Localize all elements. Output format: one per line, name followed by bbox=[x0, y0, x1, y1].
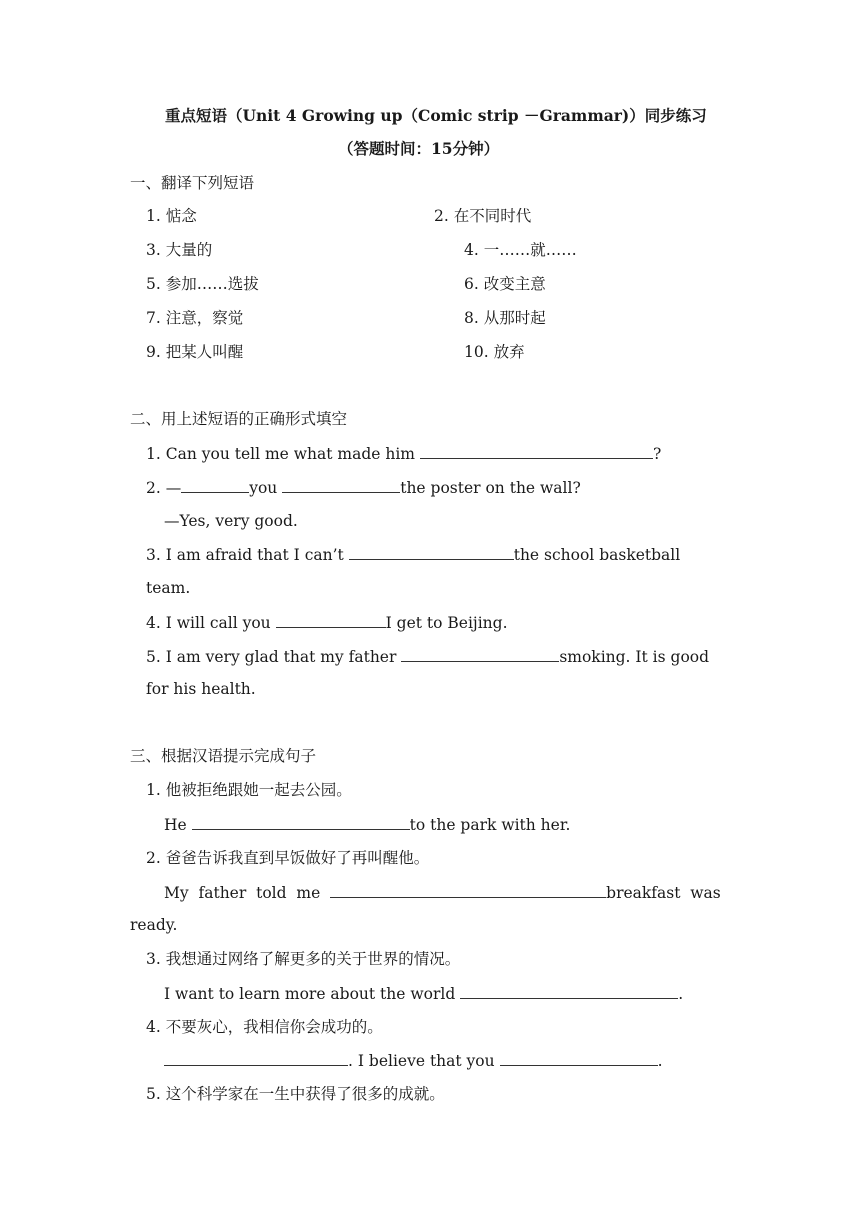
fill-question-1: 1. Can you tell me what made him ? bbox=[146, 445, 662, 463]
phrase-item: 10. 放弃 bbox=[464, 343, 525, 361]
phrase-item: 1. 惦念 bbox=[146, 207, 197, 225]
answer-blank[interactable] bbox=[276, 612, 386, 628]
section1-heading: 一、翻译下列短语 bbox=[130, 174, 255, 192]
answer-blank[interactable] bbox=[330, 882, 606, 898]
fill-question-3: 3. I am afraid that I can’t the school basketball bbox=[146, 546, 681, 564]
fill-question-5-cont: for his health. bbox=[146, 680, 256, 698]
answer-blank[interactable] bbox=[460, 983, 678, 999]
translate-question-2: My father told me breakfast was bbox=[164, 884, 721, 902]
fill-question-2-reply: —Yes, very good. bbox=[164, 512, 298, 530]
answer-blank[interactable] bbox=[192, 814, 410, 830]
answer-blank[interactable] bbox=[164, 1050, 348, 1066]
phrase-item: 3. 大量的 bbox=[146, 241, 213, 259]
translate-question-5-cn: 5. 这个科学家在一生中获得了很多的成就。 bbox=[146, 1085, 445, 1103]
phrase-item: 4. 一……就…… bbox=[464, 241, 577, 259]
answer-blank[interactable] bbox=[420, 443, 653, 459]
section3-heading: 三、根据汉语提示完成句子 bbox=[130, 747, 317, 765]
phrase-item: 7. 注意，察觉 bbox=[146, 309, 244, 327]
translate-question-1-cn: 1. 他被拒绝跟她一起去公园。 bbox=[146, 781, 352, 799]
translate-question-2-cont: ready. bbox=[130, 916, 178, 934]
phrase-item: 9. 把某人叫醒 bbox=[146, 343, 244, 361]
answer-blank[interactable] bbox=[181, 477, 249, 493]
page-title: 重点短语（Unit 4 Growing up（Comic strip －Grammar)）同步练习 bbox=[165, 106, 707, 125]
answer-blank[interactable] bbox=[349, 544, 514, 560]
answer-blank[interactable] bbox=[401, 646, 559, 662]
section2-heading: 二、用上述短语的正确形式填空 bbox=[130, 410, 348, 428]
answer-blank[interactable] bbox=[500, 1050, 658, 1066]
page-subtitle: （答题时间：15分钟） bbox=[338, 139, 500, 158]
translate-question-4-cn: 4. 不要灰心，我相信你会成功的。 bbox=[146, 1018, 383, 1036]
phrase-item: 6. 改变主意 bbox=[464, 275, 546, 293]
fill-question-4: 4. I will call you I get to Beijing. bbox=[146, 614, 508, 632]
phrase-item: 8. 从那时起 bbox=[464, 309, 546, 327]
answer-blank[interactable] bbox=[282, 477, 400, 493]
translate-question-2-cn: 2. 爸爸告诉我直到早饭做好了再叫醒他。 bbox=[146, 849, 430, 867]
translate-question-3-cn: 3. 我想通过网络了解更多的关于世界的情况。 bbox=[146, 950, 461, 968]
phrase-item: 2. 在不同时代 bbox=[434, 207, 532, 225]
translate-question-3: I want to learn more about the world . bbox=[164, 985, 684, 1003]
translate-question-1: He to the park with her. bbox=[164, 816, 571, 834]
fill-question-3-cont: team. bbox=[146, 579, 191, 597]
translate-question-4: . I believe that you . bbox=[164, 1050, 663, 1071]
fill-question-2: 2. — you the poster on the wall? bbox=[146, 479, 581, 497]
phrase-item: 5. 参加……选拔 bbox=[146, 275, 259, 293]
fill-question-5: 5. I am very glad that my father smoking. It is good bbox=[146, 648, 710, 666]
